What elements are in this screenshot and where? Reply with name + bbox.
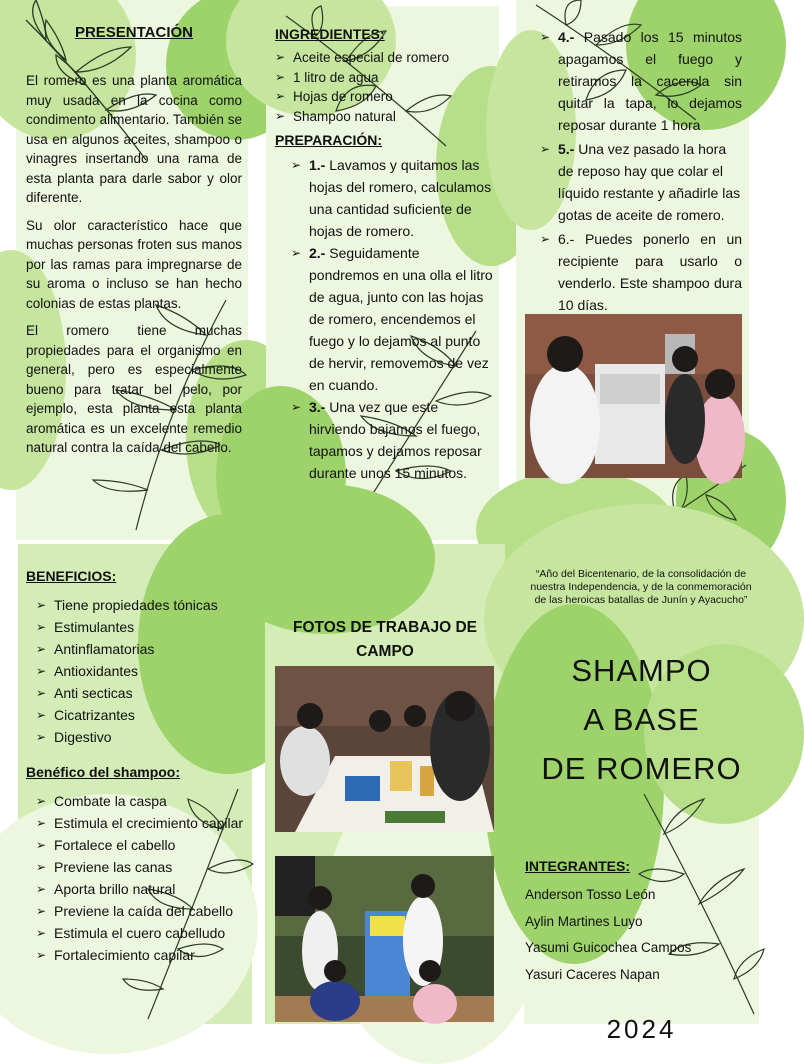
member-name: Anderson Tosso León [525, 887, 656, 902]
cooking-photo [525, 314, 742, 478]
panel-fotos [265, 544, 505, 1024]
integrantes-title: INTEGRANTES: [525, 858, 630, 874]
step-number: 3.- [309, 399, 326, 415]
presentacion-paragraph: El romero tiene muchas propiedades para el organismo en general, pero es especialmente bueno para tratar bel pelo, por ejemplo, esta planta esta planta aromática es un excelente remedio natural contra la caída del cabello. [26, 323, 242, 455]
list-item [291, 396, 493, 484]
cover-title-line: A BASE [583, 702, 700, 737]
list-item: ➢ Estimula el crecimiento capilar [36, 812, 248, 834]
panel-presentacion [16, 0, 248, 540]
list-item: ➢ Combate la caspa [36, 790, 248, 812]
list-item: ➢ Hojas de romero [275, 87, 493, 107]
step-text: Pasado los 15 minutos apagamos el fuego y retiramos la cacerola sin quitar la tapa, lo dejamos reposar durante 1 hora [558, 29, 742, 133]
list-item: ➢ Fortalece el cabello [36, 834, 248, 856]
presentacion-paragraph: El romero es una planta aromática muy usada en la cocina como condimento alimentario. También se usa en algunos aceites, shampoo o vinagres insertando una rama de esta planta para darle sabor y olor diferente. [26, 73, 242, 205]
beneficios-list [26, 594, 248, 748]
preparacion-title: PREPARACIÓN: [275, 132, 383, 148]
step-number: 4.- [558, 29, 575, 45]
member-name: Aylin Martines Luyo [525, 913, 643, 929]
fotos-title: FOTOS DE TRABAJO DE CAMPO [292, 619, 477, 660]
member-name: Yasuri Caceres Napan [525, 966, 660, 982]
list-item: ➢ 1 litro de agua [275, 68, 493, 88]
cover-title-line: DE ROMERO [541, 751, 742, 786]
list-item: ➢ Previene la caída del cabello [36, 900, 248, 922]
list-item: ➢ Aporta brillo natural [36, 878, 248, 900]
step-number: 5.- [558, 141, 575, 157]
step-number: 6.- [558, 231, 575, 247]
cover-title-line: SHAMPO [571, 653, 712, 688]
year-text: 2024 [606, 1014, 677, 1044]
step-number: 1.- [309, 157, 326, 173]
beneficios-title: BENEFICIOS: [26, 568, 117, 584]
list-item [540, 138, 742, 226]
fieldwork-table-illustration [275, 666, 494, 832]
list-item: ➢ Antioxidantes [36, 660, 248, 682]
pasos-list [540, 26, 742, 316]
list-item: ➢ Cicatrizantes [36, 704, 248, 726]
list-item: ➢ Antinflamatorias [36, 638, 248, 660]
list-item: ➢ Anti secticas [36, 682, 248, 704]
list-item [291, 154, 493, 242]
motto-text: “Año del Bicentenario, de la consolidación de nuestra Independencia, y de la conmemoración de las heroicas batallas de Junín y Ayacucho” [530, 568, 752, 606]
panel-beneficios [18, 544, 252, 1024]
list-item [540, 26, 742, 136]
fieldwork-group-illustration [275, 856, 494, 1022]
list-item: ➢ Digestivo [36, 726, 248, 748]
list-item: ➢ Estimula el cuero cabelludo [36, 922, 248, 944]
preparacion-list [275, 154, 493, 484]
step-number: 2.- [309, 245, 326, 261]
fieldwork-photo-group [275, 856, 494, 1022]
step-text: Lavamos y quitamos las hojas del romero, calculamos una cantidad suficiente de hojas de romero. [309, 157, 492, 239]
ingredientes-title: INGREDIENTES: [275, 26, 385, 42]
bg-shape [215, 484, 435, 634]
list-item: ➢ Estimulantes [36, 616, 248, 638]
cooking-scene-illustration [525, 314, 742, 478]
shampoo-benefits-title: Benéfico del shampoo: [26, 764, 181, 780]
list-item [540, 228, 742, 316]
step-text: Puedes ponerlo en un recipiente para usarlo o venderlo. Este shampoo dura 10 días. [558, 231, 743, 313]
step-text: Una vez pasado la hora de reposo hay que colar el líquido restante y añadirle las gotas de aceite de romero. [558, 141, 741, 223]
panel-pasos [516, 0, 749, 540]
list-item: ➢ Fortalecimiento capilar [36, 944, 248, 966]
presentacion-paragraph: Su olor característico hace que muchas personas froten sus manos por las ramas para impregnarse de su aroma o incluso se han hecho colonias de estas plantas. [26, 217, 242, 311]
fieldwork-photo-table [275, 666, 494, 832]
shampoo-benefits-list [26, 790, 248, 966]
list-item: ➢ Tiene propiedades tónicas [36, 594, 248, 616]
panel-ingredientes [266, 6, 499, 540]
presentacion-title: PRESENTACIÓN [74, 24, 194, 41]
member-name: Yasumi Guicochea Campos [525, 940, 692, 955]
step-text: Una vez que este hirviendo bajamos el fuego, tapamos y dejamos reposar durante unos 15 minutos. [309, 399, 482, 481]
step-text: Seguidamente pondremos en una olla el litro de agua, junto con las hojas de romero, encendemos el fuego y lo dejamos al punto de hervir, removemos de vez en cuando. [309, 245, 493, 393]
list-item: ➢ Previene las canas [36, 856, 248, 878]
list-item [291, 242, 493, 396]
ingredientes-list [275, 48, 493, 126]
panel-portada [524, 544, 759, 1044]
list-item: ➢ Shampoo natural [275, 107, 493, 127]
list-item: ➢ Aceite especial de romero [275, 48, 493, 68]
